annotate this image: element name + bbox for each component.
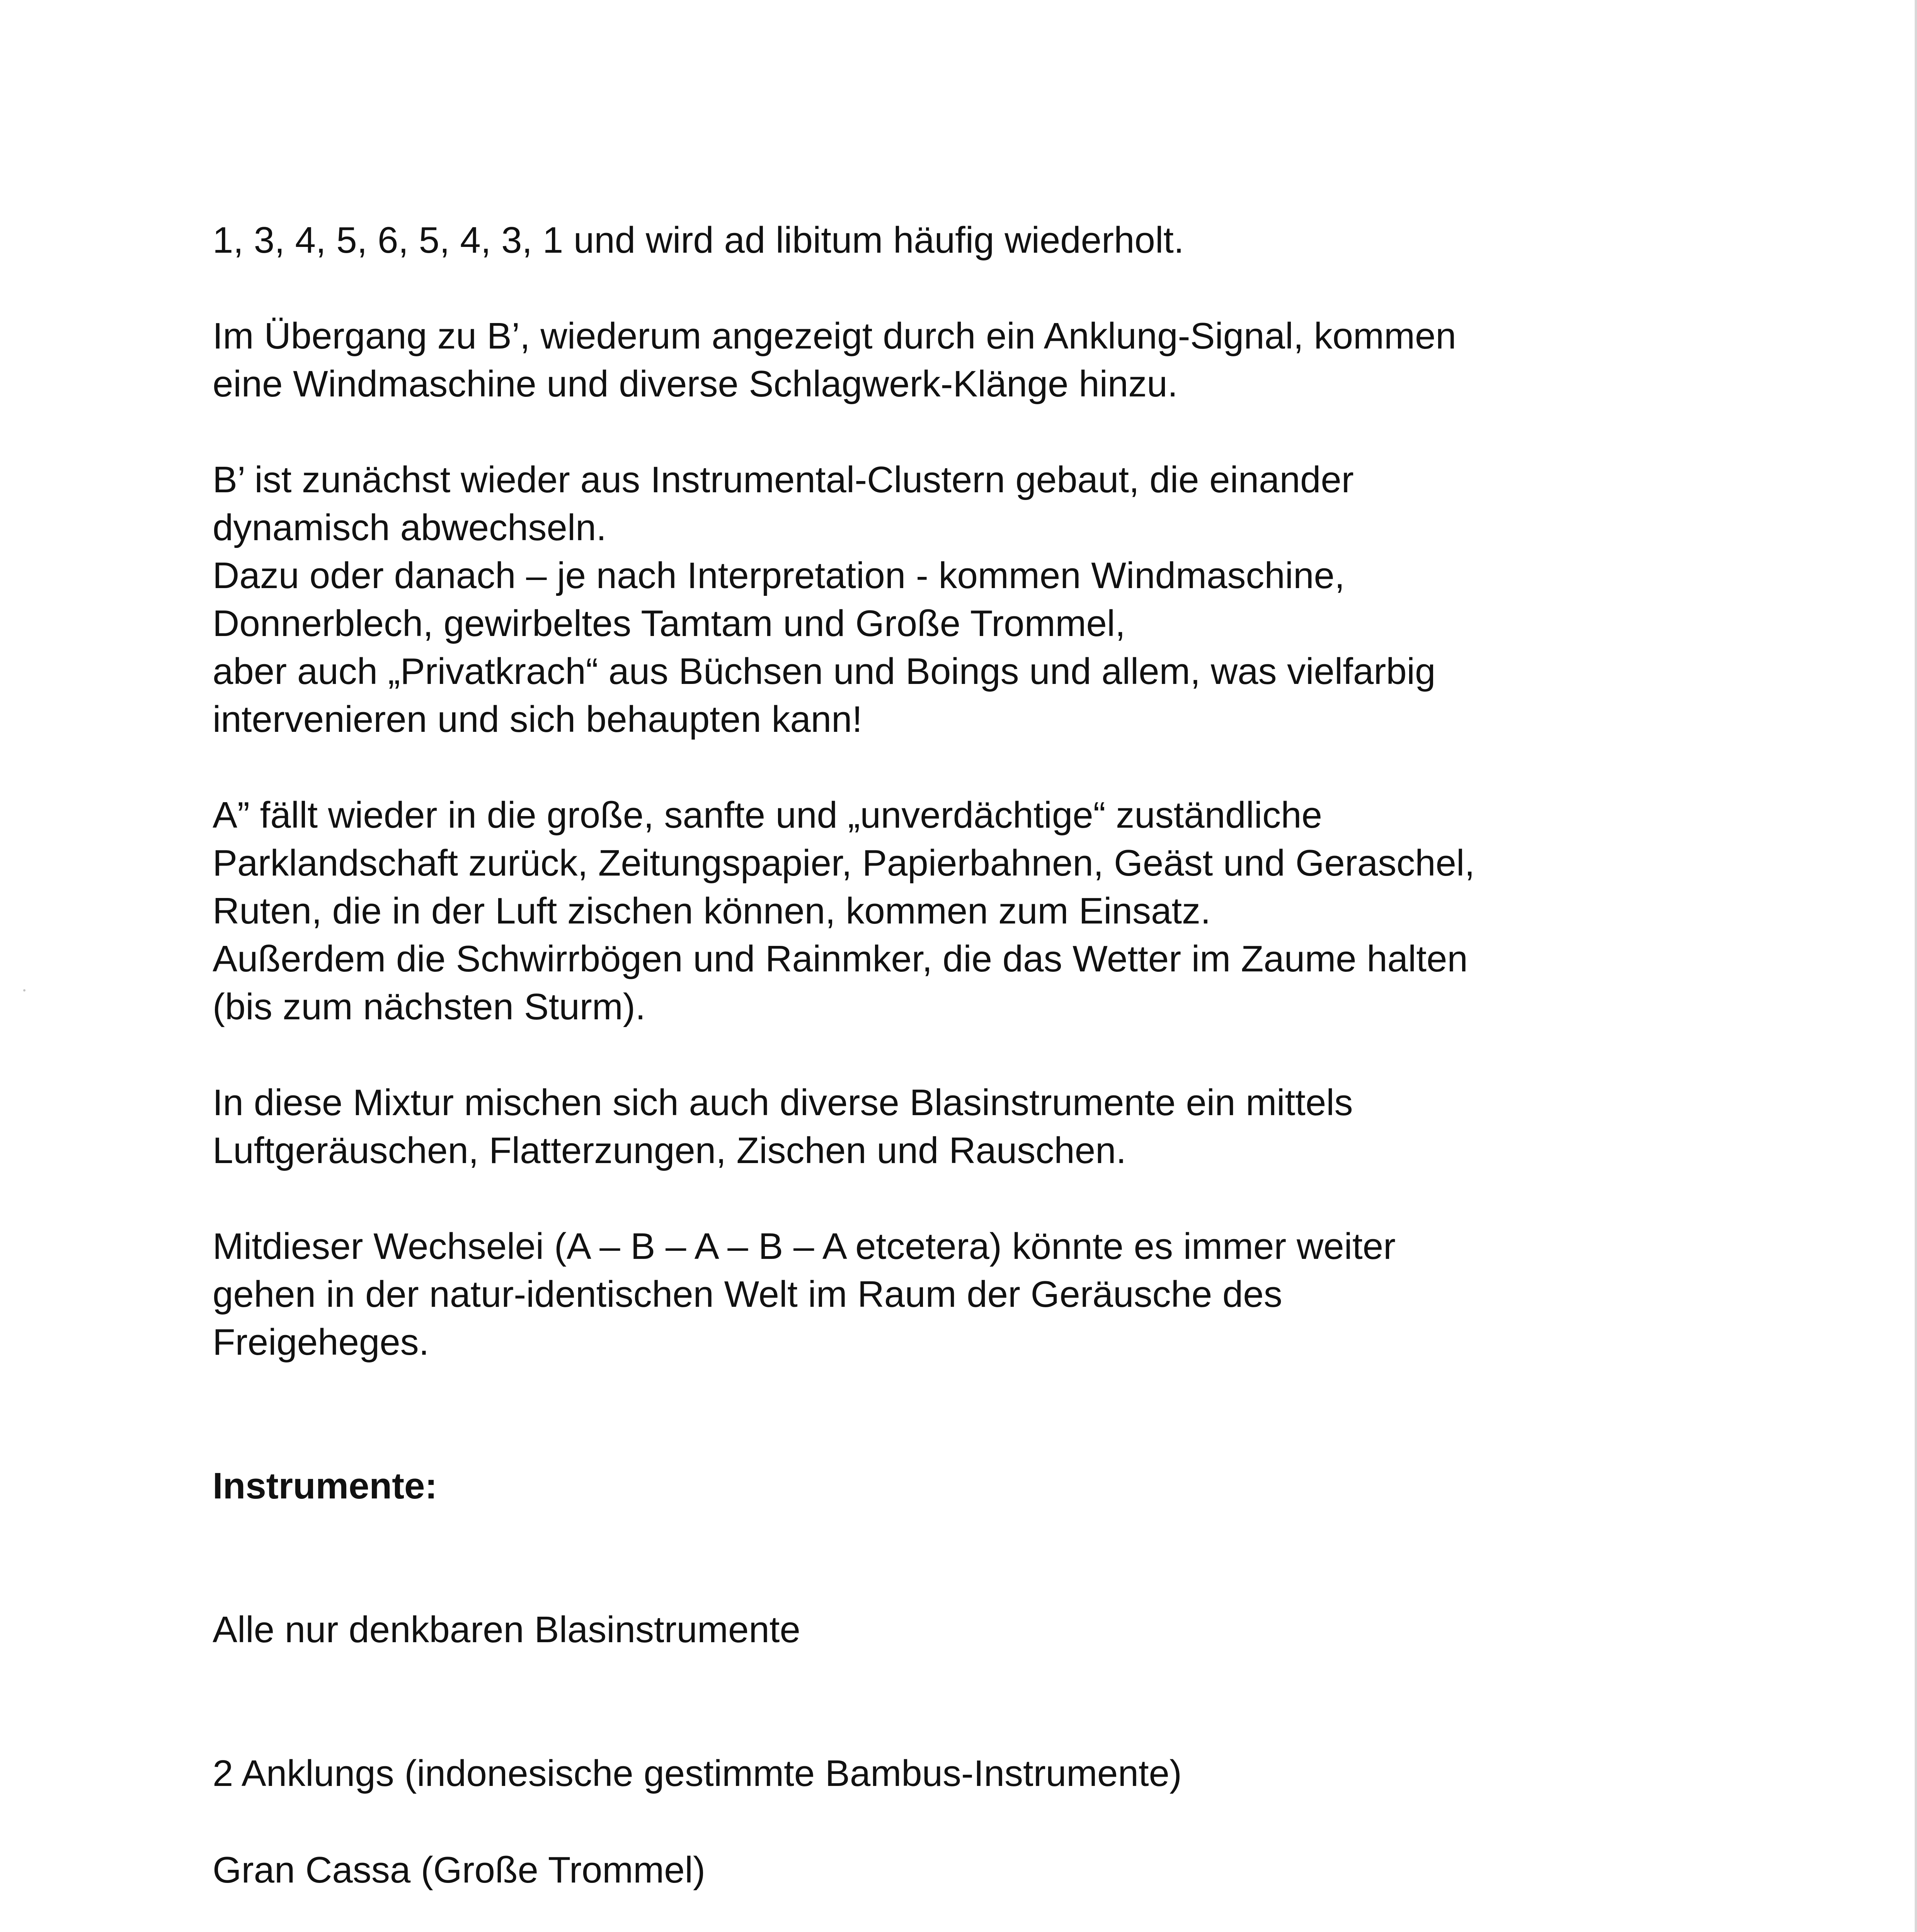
text-line: Außerdem die Schwirrbögen und Rainmker, die das Wetter im Zaume halten	[213, 938, 1468, 980]
paragraph-sequence	[213, 216, 1720, 264]
page-edge-shadow	[1915, 0, 1917, 1932]
text-line: Donnerblech, gewirbeltes Tamtam und Große Trommel,	[213, 603, 1125, 644]
document-body	[213, 216, 1720, 1932]
paragraph-transition-b	[213, 312, 1720, 408]
text-line: gehen in der natur-identischen Welt im Raum der Geräusche des	[213, 1274, 1282, 1315]
text-line: Dazu oder danach – je nach Interpretation - kommen Windmaschine,	[213, 555, 1345, 596]
paragraph-b-prime	[213, 456, 1720, 743]
text-line: Parklandschaft zurück, Zeitungspapier, Papierbahnen, Geäst und Geraschel,	[213, 842, 1475, 884]
text-line: Im Übergang zu B’, wiederum angezeigt durch ein Anklung-Signal, kommen	[213, 315, 1456, 357]
section-heading: Instrumente:	[213, 1465, 438, 1507]
text-line: A” fällt wieder in die große, sanfte und „unverdächtige“ zuständliche	[213, 794, 1322, 836]
text-line: (bis zum nächsten Sturm).	[213, 986, 646, 1027]
text-line: dynamisch abwechseln.	[213, 507, 607, 548]
paragraph-wechselei	[213, 1223, 1720, 1366]
text-line: 2 Anklungs (indonesische gestimmte Bambus-Instrumente)	[213, 1753, 1182, 1794]
text-line: Ruten, die in der Luft zischen können, kommen zum Einsatz.	[213, 890, 1211, 932]
instrument-item: Alle nur denkbaren Blasinstrumente	[213, 1609, 800, 1650]
text-line: 1, 3, 4, 5, 6, 5, 4, 3, 1 und wird ad libitum häufig wiederholt.	[213, 219, 1184, 261]
text-line: Gran Cassa (Große Trommel)	[213, 1849, 705, 1891]
instrument-item	[213, 1750, 1720, 1798]
text-line: Luftgeräuschen, Flatterzungen, Zischen und Rauschen.	[213, 1130, 1127, 1171]
paragraph-mixtur	[213, 1079, 1720, 1175]
paragraph-a-double-prime	[213, 791, 1720, 1031]
text-line: Mitdieser Wechselei (A – B – A – B – A etcetera) könnte es immer weiter	[213, 1226, 1396, 1267]
text-line: intervenieren und sich behaupten kann!	[213, 699, 863, 740]
text-line: eine Windmaschine und diverse Schlagwerk-Klänge hinzu.	[213, 363, 1178, 405]
scan-speck	[23, 989, 26, 992]
text-line: B’ ist zunächst wieder aus Instrumental-Clustern gebaut, die einander	[213, 459, 1354, 500]
text-line: In diese Mixtur mischen sich auch diverse Blasinstrumente ein mittels	[213, 1082, 1353, 1123]
text-line: aber auch „Privatkrach“ aus Büchsen und Boings und allem, was vielfarbig	[213, 651, 1436, 692]
instrument-item	[213, 1846, 1720, 1894]
text-line: Freigeheges.	[213, 1321, 429, 1363]
